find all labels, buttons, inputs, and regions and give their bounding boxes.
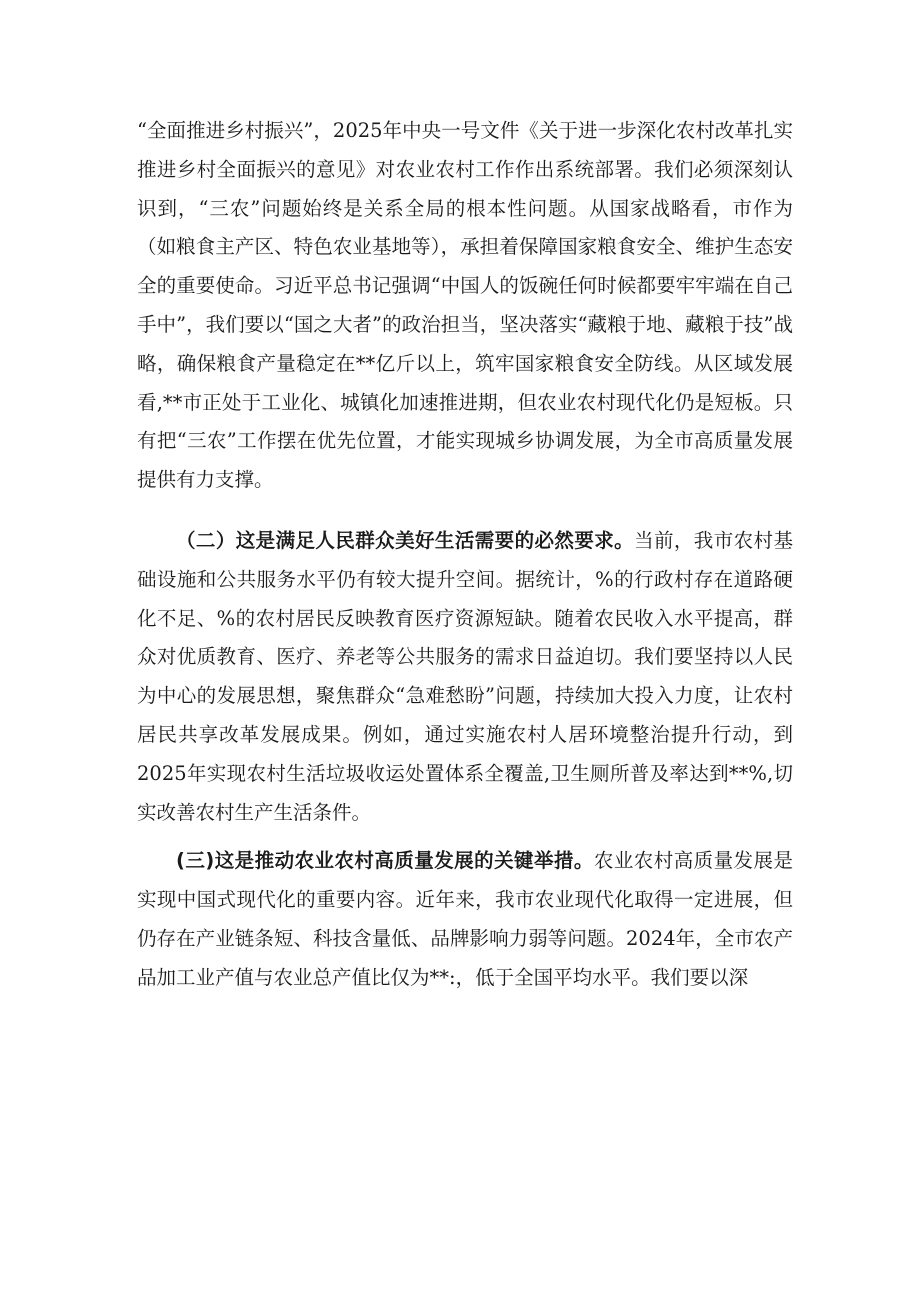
paragraph-3 <box>137 842 793 997</box>
paragraph-2-lead: （二）这是满足人民群众美好生活需要的必然要求。 <box>176 528 635 552</box>
paragraph-3-text: 农业农村高质量发展是实现中国式现代化的重要内容。近年来，我市农业现代化取得一定进展，但仍存在产业链条短、科技含量低、品牌影响力弱等问题。2024年，全市农产品加工业产值与农业总产值比仅为**:，低于全国平均水平。我们要以深 <box>137 849 793 989</box>
paragraph-2-text: 当前，我市农村基础设施和公共服务水平仍有较大提升空间。据统计，%的行政村存在道路硬化不足、%的农村居民反映教育医疗资源短缺。随着农民收入水平提高，群众对优质教育、医疗、养老等公共服务的需求日益迫切。我们要坚持以人民为中心的发展思想，聚焦群众“急难愁盼”问题，持续加大投入力度，让农村居民共享改革发展成果。例如，通过实施农村人居环境整治提升行动，到2025年实现农村生活垃圾收运处置体系全覆盖,卫生厕所普及率达到**%,切实改善农村生产生活条件。 <box>137 528 793 824</box>
paragraph-1-text: “全面推进乡村振兴”，2025年中央一号文件《关于进一步深化农村改革扎实推进乡村全面振兴的意见》对农业农村工作作出系统部署。我们必须深刻认识到，“三农”问题始终是关系全局的根本性问题。从国家战略看，市作为（如粮食主产区、特色农业基地等），承担着保障国家粮食安全、维护生态安全的重要使命。习近平总书记强调“中国人的饭碗任何时候都要牢牢端在自己手中”，我们要以“国之大者”的政治担当，坚决落实“藏粮于地、藏粮于技”战略，确保粮食产量稳定在**亿斤以上，筑牢国家粮食安全防线。从区域发展看,**市正处于工业化、城镇化加速推进期，但农业农村现代化仍是短板。只有把“三农”工作摆在优先位置，才能实现城乡协调发展，为全市高质量发展提供有力支撑。 <box>137 119 793 492</box>
paragraph-2 <box>137 522 793 832</box>
paragraph-3-lead: (三)这是推动农业农村高质量发展的关键举措。 <box>176 849 594 873</box>
document-body <box>137 112 793 998</box>
paragraph-1 <box>137 112 793 500</box>
